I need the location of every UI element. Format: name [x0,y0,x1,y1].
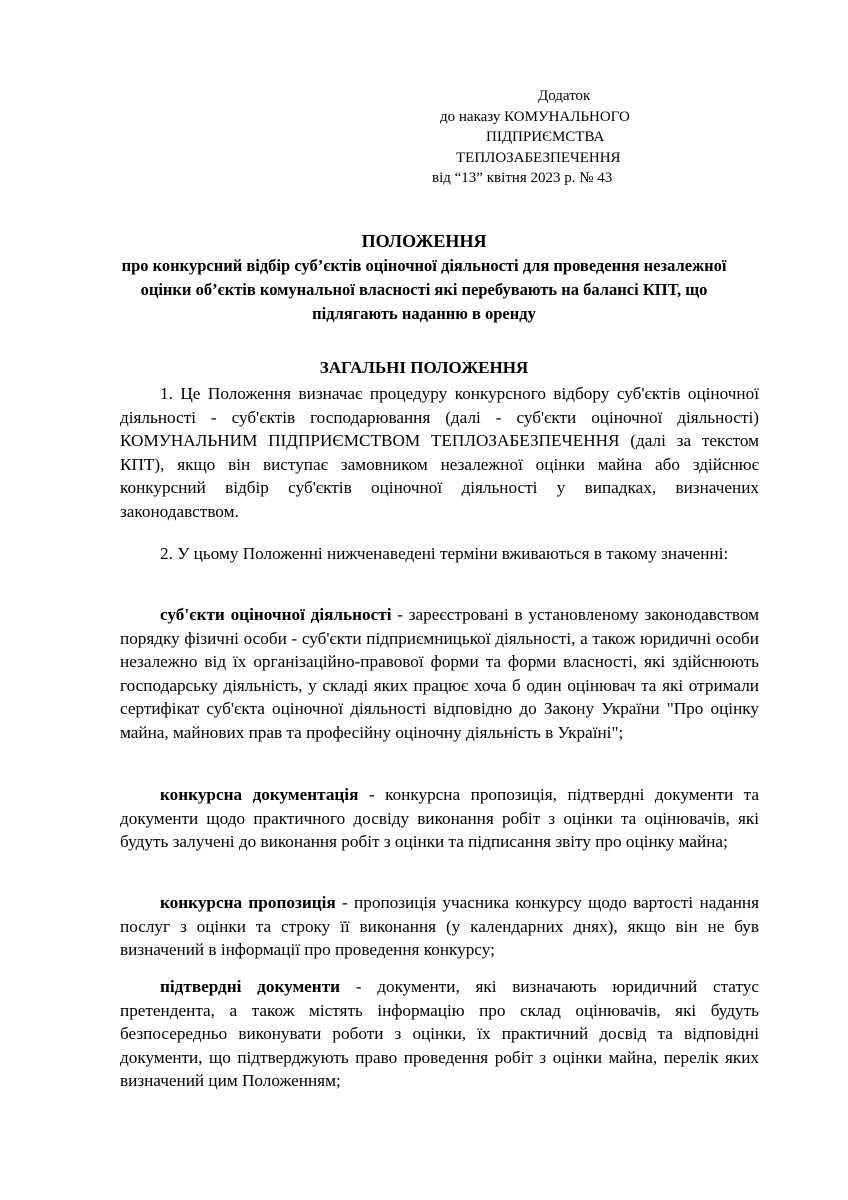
addendum-enterprise-line: ПІДПРИЄМСТВА [486,129,605,145]
definition-term: конкурсна пропозиція [160,893,336,912]
document-title-block [100,228,748,326]
definition-item [120,603,759,745]
definition-item [120,891,759,962]
definition-text: - зареєстровані в установленому законодавством порядку фізичні особи - суб'єкти підприємницької діяльності, а також юридичні особи незалежно від їх організаційно-правової форми та форми власності, які здійснюють господарську діяльність, у складі яких працює хоча б один оцінювач та які отримали сертифікат суб'єкта оціночної діяльності відповідно до Закону України "Про оцінку майна, майнових прав та професійну оціночну діяльність в Україні"; [120,605,759,742]
definition-paragraph [120,891,759,962]
definition-item [120,975,759,1093]
definition-paragraph [120,603,759,745]
document-title: ПОЛОЖЕННЯ [361,231,487,251]
addendum-order-line: до наказу КОМУНАЛЬНОГО [440,109,630,125]
addendum-title: Додаток [538,88,591,104]
paragraph-1 [120,382,759,524]
addendum-heat-supply-line: ТЕПЛОЗАБЕЗПЕЧЕННЯ [456,150,621,166]
addendum-date-line: від “13” квітня 2023 р. № 43 [432,170,613,186]
paragraph-2 [120,542,759,566]
definition-paragraph [120,783,759,854]
document-subtitle: про конкурсний відбір суб’єктів оціночної діяльності для проведення незалежної оцінки об’єктів комунальної власності які перебувають на балансі КПТ, що підлягають наданню в оренду [121,256,727,323]
paragraph-2-text: 2. У цьому Положенні нижченаведені терміни вживаються в такому значенні: [160,544,729,563]
definition-text: - пропозиція учасника конкурсу щодо вартості надання послуг з оцінки та строку її виконання (у календарних днях), якщо він не був визначений в інформації про проведення конкурсу; [120,893,760,960]
definition-term: підтвердні документи [160,977,341,996]
section-heading: ЗАГАЛЬНІ ПОЛОЖЕННЯ [319,358,529,377]
paragraph-1-text: 1. Це Положення визначає процедуру конкурсного відбору суб'єктів оціночної діяльності - суб'єктів господарювання (далі - суб'єкти оціночної діяльності) КОМУНАЛЬНИМ ПІДПРИЄМСТВОМ ТЕПЛОЗАБЕЗПЕЧЕННЯ (далі за текстом КПТ), якщо він виступає замовником незалежної оцінки майна або здійснює конкурсний відбір суб'єктів оціночної діяльності у випадках, визначених законодавством. [120,384,759,521]
definition-item [120,783,759,854]
definition-paragraph [120,975,759,1093]
definition-text: - конкурсна пропозиція, підтвердні документи та документи щодо практичного досвіду виконання робіт з оцінки та оцінювачів, які будуть залучені до виконання робіт з оцінки та підписання звіту про оцінку майна; [120,785,759,852]
definition-term: суб'єкти оціночної діяльності [160,605,392,624]
definition-term: конкурсна документація [160,785,359,804]
definition-text: - документи, які визначають юридичний статус претендента, а також містять інформацію про склад оцінювачів, які будуть безпосередньо виконувати роботи з оцінки, їх практичний досвід та відповідні документи, що підтверджують право проведення робіт з оцінки майна, перелік яких визначений цим Положенням; [120,977,759,1091]
